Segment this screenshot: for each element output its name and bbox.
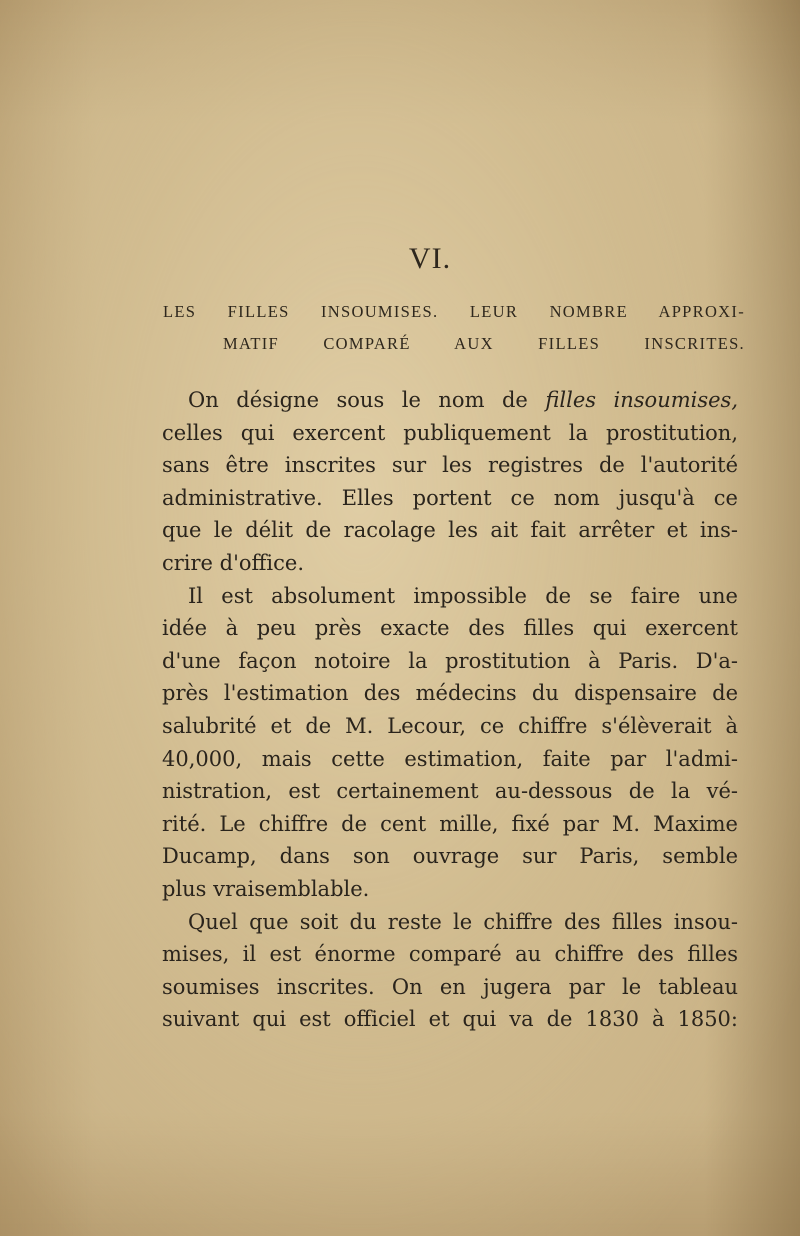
text-line: près l'estimation des médecins du dispensaire de: [162, 681, 738, 706]
text-line: d'une façon notoire la prostitution à Paris. D'a-: [162, 648, 738, 673]
text-line: nistration, est certainement au-dessous de la vé-: [162, 779, 738, 804]
text-line: suivant qui est officiel et qui va de 1830 à 1850:: [162, 1007, 738, 1032]
text-line: salubrité et de M. Lecour, ce chiffre s'élèverait à: [162, 713, 738, 738]
text-line: celles qui exercent publiquement la prostitution,: [162, 420, 738, 445]
text-line: 40,000, mais cette estimation, faite par l'admi-: [162, 746, 738, 771]
chapter-title-line: LES FILLES INSOUMISES. LEUR NOMBRE APPROXI-: [163, 302, 745, 321]
text-line: que le délit de racolage les ait fait arrêter et ins-: [162, 518, 738, 543]
paragraph-1: [162, 384, 738, 580]
text-line: crire d'office.: [162, 550, 305, 575]
paragraph-2: [162, 580, 738, 906]
text-line: idée à peu près exacte des filles qui exercent: [162, 616, 738, 641]
chapter-title: [155, 296, 745, 360]
text-line: Il est absolument impossible de se faire une: [188, 583, 738, 608]
text-line: plus vraisemblable.: [162, 876, 370, 901]
text-line: rité. Le chiffre de cent mille, fixé par M. Maxime: [162, 811, 738, 836]
text-line: Quel que soit du reste le chiffre des filles insou-: [188, 909, 738, 934]
emphasis-filles-insoumises: filles insoumises,: [545, 388, 738, 412]
paragraph-3: [162, 906, 738, 1036]
text-line: mises, il est énorme comparé au chiffre des filles: [162, 942, 738, 967]
text-line: On désigne sous le nom de filles insoumises,: [188, 388, 738, 412]
chapter-number: VI.: [408, 242, 452, 275]
body-text: [162, 384, 738, 1036]
text-line: Ducamp, dans son ouvrage sur Paris, semble: [162, 844, 738, 869]
chapter-title-line: MATIF COMPARÉ AUX FILLES INSCRITES.: [223, 334, 745, 353]
text-line: sans être inscrites sur les registres de l'autorité: [162, 453, 738, 478]
text-line: soumises inscrites. On en jugera par le tableau: [162, 974, 738, 999]
text-line: administrative. Elles portent ce nom jusqu'à ce: [162, 485, 738, 510]
